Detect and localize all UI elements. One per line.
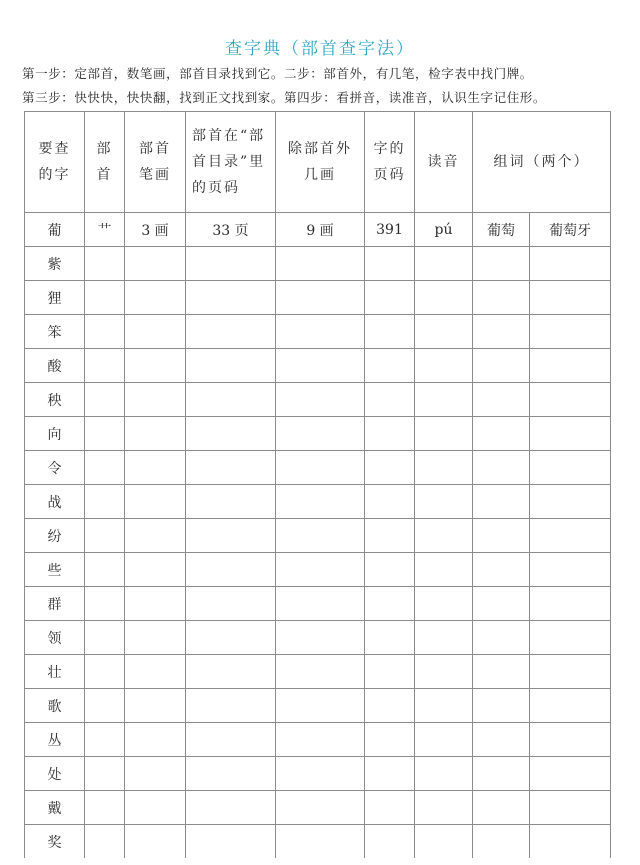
blank-cell-char-page[interactable]: [365, 383, 415, 417]
blank-cell-radical-page[interactable]: [186, 723, 276, 757]
blank-cell-radical-strokes[interactable]: [125, 689, 186, 723]
blank-cell-radical-page[interactable]: [186, 281, 276, 315]
blank-cell-other-strokes[interactable]: [276, 485, 365, 519]
blank-cell-word-2[interactable]: [530, 281, 611, 315]
table-row: [25, 689, 611, 723]
header-radical: 部 首: [85, 112, 125, 213]
header-other-strokes: 除部首外 几画: [276, 112, 365, 213]
blank-cell-radical-strokes[interactable]: [125, 621, 186, 655]
blank-cell-radical[interactable]: [85, 553, 125, 587]
blank-cell-word-2[interactable]: [530, 417, 611, 451]
blank-cell-word-1[interactable]: [473, 349, 530, 383]
blank-cell-word-2[interactable]: [530, 757, 611, 791]
blank-cell-radical-page[interactable]: [186, 383, 276, 417]
blank-cell-other-strokes[interactable]: [276, 281, 365, 315]
blank-cell-radical[interactable]: [85, 791, 125, 825]
blank-cell-char-page[interactable]: [365, 281, 415, 315]
blank-cell-word-2[interactable]: [530, 383, 611, 417]
table-row: [25, 791, 611, 825]
blank-cell-word-1[interactable]: [473, 417, 530, 451]
blank-cell-word-2[interactable]: [530, 689, 611, 723]
blank-cell-radical-page[interactable]: [186, 349, 276, 383]
blank-cell-radical-page[interactable]: [186, 587, 276, 621]
table-row: [25, 349, 611, 383]
lookup-char: 酸: [25, 349, 85, 383]
lookup-char: 紫: [25, 247, 85, 281]
header-row: [25, 112, 611, 213]
blank-cell-pinyin[interactable]: [415, 621, 473, 655]
blank-cell-radical-strokes[interactable]: [125, 281, 186, 315]
blank-cell-radical[interactable]: [85, 383, 125, 417]
blank-cell-other-strokes[interactable]: [276, 825, 365, 859]
blank-cell-word-2[interactable]: [530, 485, 611, 519]
blank-cell-radical-page[interactable]: [186, 757, 276, 791]
blank-cell-word-1[interactable]: [473, 485, 530, 519]
blank-cell-char-page[interactable]: [365, 791, 415, 825]
blank-cell-word-2[interactable]: [530, 451, 611, 485]
blank-cell-radical-page[interactable]: [186, 315, 276, 349]
lookup-char: 丛: [25, 723, 85, 757]
blank-cell-pinyin[interactable]: [415, 281, 473, 315]
table-row: [25, 723, 611, 757]
blank-cell-radical-page[interactable]: [186, 451, 276, 485]
blank-cell-word-2[interactable]: [530, 587, 611, 621]
blank-cell-word-1[interactable]: [473, 553, 530, 587]
blank-cell-other-strokes[interactable]: [276, 247, 365, 281]
blank-cell-radical-strokes[interactable]: [125, 757, 186, 791]
blank-cell-radical-strokes[interactable]: [125, 553, 186, 587]
lookup-char: 狸: [25, 281, 85, 315]
blank-cell-radical[interactable]: [85, 689, 125, 723]
blank-cell-word-2[interactable]: [530, 621, 611, 655]
lookup-char: 纷: [25, 519, 85, 553]
example-radical-strokes: 3 画: [125, 213, 186, 247]
blank-cell-radical-strokes[interactable]: [125, 451, 186, 485]
blank-cell-word-2[interactable]: [530, 315, 611, 349]
table-row: [25, 757, 611, 791]
blank-cell-word-1[interactable]: [473, 281, 530, 315]
table-row: [25, 655, 611, 689]
blank-cell-radical[interactable]: [85, 621, 125, 655]
blank-cell-word-1[interactable]: [473, 689, 530, 723]
example-row: [25, 213, 611, 247]
blank-cell-pinyin[interactable]: [415, 349, 473, 383]
blank-cell-other-strokes[interactable]: [276, 519, 365, 553]
blank-cell-char-page[interactable]: [365, 553, 415, 587]
table-row: [25, 587, 611, 621]
blank-cell-pinyin[interactable]: [415, 791, 473, 825]
blank-cell-word-1[interactable]: [473, 825, 530, 859]
blank-cell-other-strokes[interactable]: [276, 553, 365, 587]
blank-cell-word-1[interactable]: [473, 655, 530, 689]
blank-cell-char-page[interactable]: [365, 723, 415, 757]
example-pinyin: pú: [415, 213, 473, 247]
blank-cell-word-1[interactable]: [473, 519, 530, 553]
dictionary-lookup-table: [24, 111, 611, 858]
blank-cell-char-page[interactable]: [365, 621, 415, 655]
example-char-page: 391: [365, 213, 415, 247]
blank-cell-word-1[interactable]: [473, 315, 530, 349]
blank-cell-char-page[interactable]: [365, 757, 415, 791]
blank-cell-radical-page[interactable]: [186, 519, 276, 553]
lookup-char: 奖: [25, 825, 85, 859]
blank-cell-radical-page[interactable]: [186, 485, 276, 519]
blank-cell-pinyin[interactable]: [415, 587, 473, 621]
blank-cell-char-page[interactable]: [365, 247, 415, 281]
blank-cell-char-page[interactable]: [365, 587, 415, 621]
example-radical-page: 33 页: [186, 213, 276, 247]
blank-cell-pinyin[interactable]: [415, 553, 473, 587]
blank-cell-word-2[interactable]: [530, 791, 611, 825]
blank-cell-char-page[interactable]: [365, 485, 415, 519]
instruction-line-2: 第三步：快快快，快快翻，找到正文找到家。第四步：看拼音，读准音，认识生字记住形。: [22, 90, 547, 105]
blank-cell-word-1[interactable]: [473, 247, 530, 281]
lookup-char: 群: [25, 587, 85, 621]
blank-cell-radical[interactable]: [85, 417, 125, 451]
blank-cell-radical-strokes[interactable]: [125, 485, 186, 519]
blank-cell-radical[interactable]: [85, 451, 125, 485]
example-radical: 艹: [85, 213, 125, 247]
blank-cell-char-page[interactable]: [365, 655, 415, 689]
blank-cell-radical-strokes[interactable]: [125, 315, 186, 349]
blank-cell-word-2[interactable]: [530, 247, 611, 281]
blank-cell-word-2[interactable]: [530, 519, 611, 553]
table-row: [25, 281, 611, 315]
blank-cell-pinyin[interactable]: [415, 485, 473, 519]
blank-cell-other-strokes[interactable]: [276, 689, 365, 723]
blank-cell-word-1[interactable]: [473, 791, 530, 825]
blank-cell-pinyin[interactable]: [415, 383, 473, 417]
lookup-char: 笨: [25, 315, 85, 349]
instruction-line-1: 第一步：定部首，数笔画，部首目录找到它。二步：部首外，有几笔，检字表中找门牌。: [22, 66, 533, 81]
blank-cell-word-1[interactable]: [473, 723, 530, 757]
blank-cell-other-strokes[interactable]: [276, 587, 365, 621]
blank-cell-radical-strokes[interactable]: [125, 825, 186, 859]
table-row: [25, 825, 611, 859]
blank-cell-radical[interactable]: [85, 723, 125, 757]
lookup-char: 歌: [25, 689, 85, 723]
blank-cell-radical[interactable]: [85, 247, 125, 281]
blank-cell-pinyin[interactable]: [415, 451, 473, 485]
blank-cell-radical-page[interactable]: [186, 655, 276, 689]
blank-cell-word-2[interactable]: [530, 655, 611, 689]
table-row: [25, 451, 611, 485]
example-other-strokes: 9 画: [276, 213, 365, 247]
blank-cell-word-1[interactable]: [473, 621, 530, 655]
lookup-char: 向: [25, 417, 85, 451]
blank-cell-char-page[interactable]: [365, 349, 415, 383]
blank-cell-char-page[interactable]: [365, 689, 415, 723]
blank-cell-radical-page[interactable]: [186, 689, 276, 723]
blank-cell-pinyin[interactable]: [415, 417, 473, 451]
example-word-1: 葡萄: [473, 213, 530, 247]
blank-cell-radical-strokes[interactable]: [125, 587, 186, 621]
table-row: [25, 485, 611, 519]
blank-cell-word-2[interactable]: [530, 349, 611, 383]
blank-cell-radical-strokes[interactable]: [125, 723, 186, 757]
lookup-char: 秧: [25, 383, 85, 417]
blank-cell-other-strokes[interactable]: [276, 349, 365, 383]
blank-cell-radical[interactable]: [85, 655, 125, 689]
blank-cell-radical[interactable]: [85, 281, 125, 315]
blank-cell-radical-strokes[interactable]: [125, 417, 186, 451]
blank-cell-other-strokes[interactable]: [276, 417, 365, 451]
blank-cell-radical[interactable]: [85, 349, 125, 383]
table-row: [25, 315, 611, 349]
blank-cell-radical-page[interactable]: [186, 553, 276, 587]
blank-cell-radical[interactable]: [85, 825, 125, 859]
blank-cell-other-strokes[interactable]: [276, 791, 365, 825]
blank-cell-radical-page[interactable]: [186, 247, 276, 281]
blank-cell-radical-page[interactable]: [186, 621, 276, 655]
blank-cell-other-strokes[interactable]: [276, 757, 365, 791]
lookup-char: 战: [25, 485, 85, 519]
table-row: [25, 383, 611, 417]
blank-cell-word-1[interactable]: [473, 587, 530, 621]
lookup-char: 处: [25, 757, 85, 791]
example-word-2: 葡萄牙: [530, 213, 611, 247]
blank-cell-radical-strokes[interactable]: [125, 791, 186, 825]
blank-cell-pinyin[interactable]: [415, 757, 473, 791]
blank-cell-pinyin[interactable]: [415, 247, 473, 281]
blank-cell-radical-strokes[interactable]: [125, 519, 186, 553]
header-char: 要查 的字: [25, 112, 85, 213]
table-row: [25, 247, 611, 281]
header-char-page: 字的 页码: [365, 112, 415, 213]
table-row: [25, 417, 611, 451]
blank-cell-radical[interactable]: [85, 587, 125, 621]
blank-cell-radical-page[interactable]: [186, 825, 276, 859]
blank-cell-pinyin[interactable]: [415, 723, 473, 757]
blank-cell-other-strokes[interactable]: [276, 621, 365, 655]
blank-cell-char-page[interactable]: [365, 451, 415, 485]
lookup-char: 领: [25, 621, 85, 655]
blank-cell-radical[interactable]: [85, 485, 125, 519]
blank-cell-pinyin[interactable]: [415, 825, 473, 859]
blank-cell-word-1[interactable]: [473, 757, 530, 791]
blank-cell-other-strokes[interactable]: [276, 315, 365, 349]
example-char: 葡: [25, 213, 85, 247]
table-row: [25, 553, 611, 587]
blank-cell-radical-strokes[interactable]: [125, 655, 186, 689]
blank-cell-radical[interactable]: [85, 757, 125, 791]
blank-cell-other-strokes[interactable]: [276, 655, 365, 689]
header-pinyin: 读音: [415, 112, 473, 213]
table-row: [25, 519, 611, 553]
blank-cell-other-strokes[interactable]: [276, 723, 365, 757]
blank-cell-radical[interactable]: [85, 519, 125, 553]
blank-cell-radical-page[interactable]: [186, 791, 276, 825]
blank-cell-other-strokes[interactable]: [276, 383, 365, 417]
lookup-char: 些: [25, 553, 85, 587]
blank-cell-char-page[interactable]: [365, 315, 415, 349]
blank-cell-word-1[interactable]: [473, 451, 530, 485]
page-title: 查字典（部首查字法）: [225, 39, 415, 59]
blank-cell-word-1[interactable]: [473, 383, 530, 417]
blank-cell-radical-strokes[interactable]: [125, 349, 186, 383]
blank-cell-char-page[interactable]: [365, 417, 415, 451]
blank-cell-word-2[interactable]: [530, 825, 611, 859]
lookup-char: 壮: [25, 655, 85, 689]
blank-cell-radical-page[interactable]: [186, 417, 276, 451]
blank-cell-radical[interactable]: [85, 315, 125, 349]
table-row: [25, 621, 611, 655]
lookup-char: 戴: [25, 791, 85, 825]
blank-cell-pinyin[interactable]: [415, 655, 473, 689]
blank-cell-char-page[interactable]: [365, 519, 415, 553]
blank-cell-radical-strokes[interactable]: [125, 383, 186, 417]
blank-cell-pinyin[interactable]: [415, 689, 473, 723]
blank-cell-char-page[interactable]: [365, 825, 415, 859]
header-words: 组词（两个）: [473, 112, 611, 213]
blank-cell-word-2[interactable]: [530, 723, 611, 757]
blank-cell-pinyin[interactable]: [415, 315, 473, 349]
blank-cell-radical-strokes[interactable]: [125, 247, 186, 281]
blank-cell-other-strokes[interactable]: [276, 451, 365, 485]
blank-cell-word-2[interactable]: [530, 553, 611, 587]
header-radical-strokes: 部首 笔画: [125, 112, 186, 213]
blank-cell-pinyin[interactable]: [415, 519, 473, 553]
character-rows: [25, 247, 611, 859]
lookup-char: 令: [25, 451, 85, 485]
header-radical-page: 部首在“部 首目录”里 的页码: [186, 112, 276, 213]
